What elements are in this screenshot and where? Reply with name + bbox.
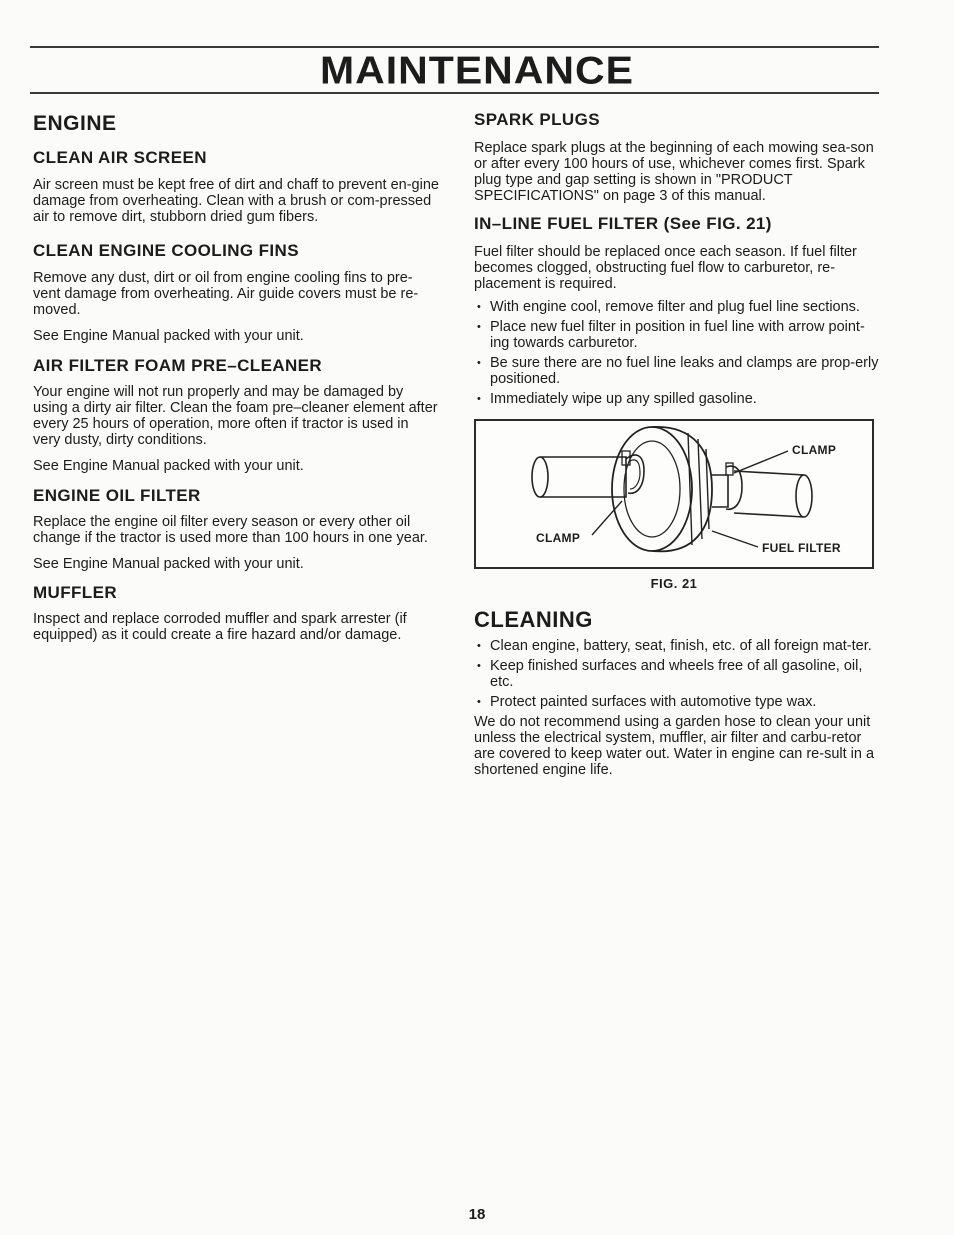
pre-cleaner-heading: AIR FILTER FOAM PRE–CLEANER [33, 356, 323, 375]
oil-filter-heading: ENGINE OIL FILTER [33, 486, 201, 505]
clean-air-screen-text: Air screen must be kept free of dirt and chaff to prevent en-gine damage from overheating. Clean with a brush or com-pressed air to remove dirt, stubborn dried gum fibers. [33, 177, 439, 225]
pre-cleaner-note: See Engine Manual packed with your unit. [33, 458, 304, 474]
muffler-text: Inspect and replace corroded muffler and spark arrester (if equipped) as it could create a fire hazard and/or damage. [33, 611, 407, 643]
spark-plugs-heading: SPARK PLUGS [474, 110, 600, 129]
engine-heading: ENGINE [33, 112, 117, 135]
cleaning-heading: CLEANING [474, 607, 593, 632]
list-item: • Place new fuel filter in position in fuel line with arrow point-ing towards carburetor. [474, 319, 881, 351]
oil-filter-note: See Engine Manual packed with your unit. [33, 556, 304, 572]
list-item: • Keep finished surfaces and wheels free of all gasoline, oil, etc. [474, 658, 881, 690]
label-clamp-top: CLAMP [792, 443, 837, 457]
page-title: MAINTENANCE [320, 48, 634, 92]
page-number: 18 [468, 1206, 486, 1223]
cleaning-list [474, 638, 881, 710]
fuel-filter-figure [474, 419, 874, 569]
list-item: • With engine cool, remove filter and plug fuel line sections. [474, 299, 881, 315]
list-item: • Protect painted surfaces with automotive type wax. [474, 694, 881, 710]
fuel-filter-steps [474, 299, 881, 407]
fuel-filter-text: Fuel filter should be replaced once each season. If fuel filter becomes clogged, obstructing fuel flow to carburetor, re-placement is required. [474, 244, 857, 292]
figure-caption: FIG. 21 [650, 576, 698, 591]
header-rule-bottom [30, 92, 879, 94]
list-item: • Be sure there are no fuel line leaks and clamps are prop-erly positioned. [474, 355, 881, 387]
cooling-fins-heading: CLEAN ENGINE COOLING FINS [33, 241, 299, 260]
label-fuel-filter: FUEL FILTER [762, 541, 841, 555]
pre-cleaner-text: Your engine will not run properly and may be damaged by using a dirty air filter. Clean the foam pre–cleaner element after every 25 hours of operation, more often if tractor is used in very dusty, dirty conditions. [33, 384, 438, 448]
oil-filter-text: Replace the engine oil filter every season or every other oil change if the tractor is used more than 100 hours in one year. [33, 514, 428, 546]
clean-air-screen-heading: CLEAN AIR SCREEN [33, 148, 207, 167]
muffler-heading: MUFFLER [33, 583, 118, 602]
fuel-filter-heading: IN–LINE FUEL FILTER (See FIG. 21) [474, 214, 772, 233]
list-item: • Clean engine, battery, seat, finish, etc. of all foreign mat-ter. [474, 638, 881, 654]
left-column [33, 111, 439, 643]
cooling-fins-note: See Engine Manual packed with your unit. [33, 328, 304, 344]
spark-plugs-text: Replace spark plugs at the beginning of each mowing sea-son or after every 100 hours of use, whichever comes first. Spark plug type and gap setting is shown in "PRODUCT SPECIFICATIONS" on page 3 of this manual. [474, 140, 874, 204]
cooling-fins-text: Remove any dust, dirt or oil from engine cooling fins to pre-vent damage from overheating. Air guide covers must be re-moved. [33, 270, 419, 318]
cleaning-text: We do not recommend using a garden hose to clean your unit unless the electrical system, muffler, air filter and carbu-retor are covered to keep water out. Water in engine can re-sult in a shortened engine life. [474, 714, 875, 778]
list-item: • Immediately wipe up any spilled gasoline. [474, 391, 881, 407]
label-clamp-left: CLAMP [536, 531, 581, 545]
right-column [474, 109, 881, 778]
